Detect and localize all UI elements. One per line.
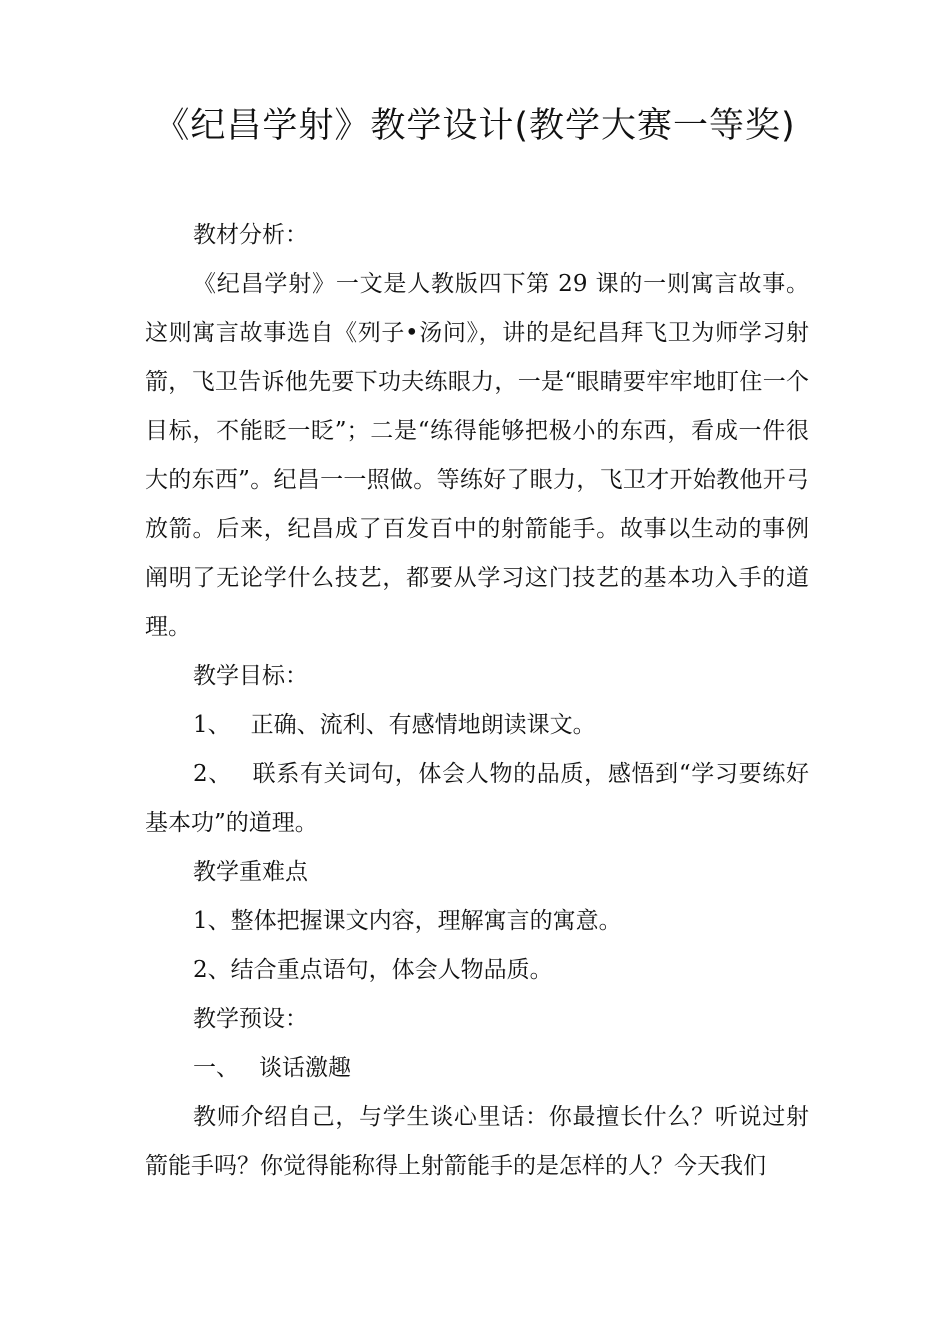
plan-step-1-paragraph: 教师介绍自己，与学生谈心里话：你最擅长什么？听说过射箭能手吗？你觉得能称得上射箭能手的是怎样的人？今天我们 (145, 1104, 809, 1179)
goals-heading: 教学目标： (193, 663, 308, 689)
keypoint-item-1: 1、整体把握课文内容，理解寓言的寓意。 (193, 908, 622, 934)
keypoints-heading: 教学重难点 (193, 859, 308, 885)
plan-step-1-number: 一、 (193, 1055, 239, 1081)
analysis-paragraph: 《纪昌学射》一文是人教版四下第 29 课的一则寓言故事。这则寓言故事选自《列子•汤问》，讲的是纪昌拜飞卫为师学习射箭，飞卫告诉他先要下功夫练眼力，一是“眼睛要牢牢地盯住一个目标，不能眨一眨”；二是“练得能够把极小的东西，看成一件很大的东西”。纪昌一一照做。等练好了眼力，飞卫才开始教他开弓放箭。后来，纪昌成了百发百中的射箭能手。故事以生动的事例阐明了无论学什么技艺，都要从学习这门技艺的基本功入手的道理。 (145, 271, 809, 640)
keypoint-item-2: 2、结合重点语句，体会人物品质。 (193, 957, 553, 983)
document-body (145, 211, 809, 1191)
plan-heading: 教学预设： (193, 1006, 308, 1032)
goal-1-number: 1、 (193, 712, 231, 738)
goal-item-2 (145, 750, 809, 848)
goal-2-number: 2、 (193, 761, 232, 787)
document-title: 《纪昌学射》教学设计(教学大赛一等奖) (154, 106, 796, 146)
goal-2-text: 联系有关词句，体会人物的品质，感悟到“学习要练好基本功”的道理。 (145, 761, 809, 836)
goal-1-text: 正确、流利、有感情地朗读课文。 (250, 712, 596, 738)
plan-step-1 (145, 1044, 809, 1093)
goal-item-1 (145, 701, 809, 750)
analysis-heading: 教材分析： (193, 222, 308, 248)
plan-step-1-text: 谈话激趣 (259, 1055, 351, 1081)
